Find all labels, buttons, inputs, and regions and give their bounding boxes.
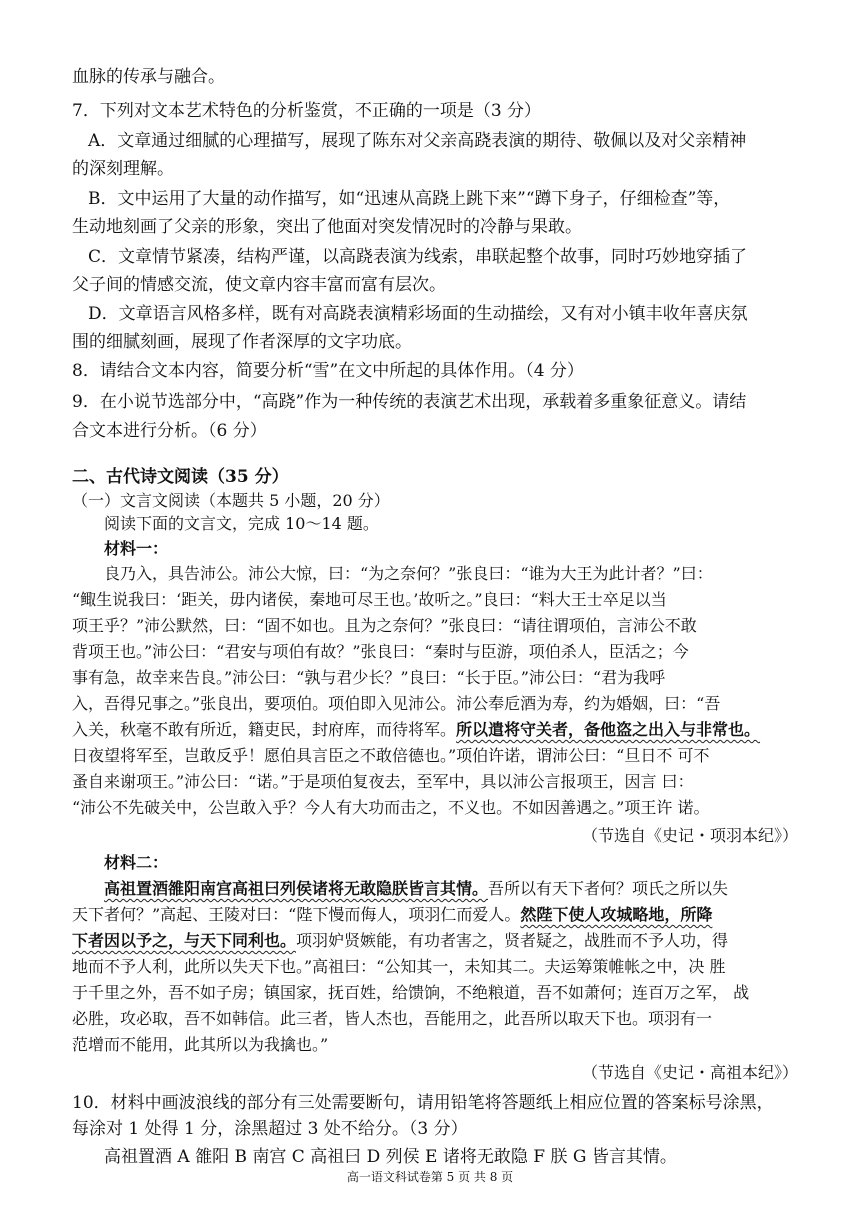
- material-2-source: （节选自《史记・高祖本纪》）: [581, 1063, 798, 1082]
- q7-option-c-cont: 父子间的情感交流，使文章内容丰富而富有层次。: [72, 275, 446, 295]
- q7-option-b: B．文中运用了大量的动作描写，如“迅速从高跷上跳下来”“蹲下身子，仔细检查”等，: [88, 189, 731, 209]
- q9-cont: 合文本进行分析。（6 分）: [72, 421, 267, 441]
- q10: 10．材料中画波浪线的部分有三处需要断句，请用铅笔将答题纸上相应位置的答案标号涂黑，: [72, 1093, 774, 1113]
- material-2-line: 必胜，攻必取，吾不如韩信。此三者，皆人杰也，吾能用之，此吾所以取天下也。项羽有一: [72, 1009, 713, 1028]
- material-2-line: 于千里之外，吾不如子房；镇国家，抚百姓，给馈饷，不绝粮道，吾不如萧何；连百万之军， 战: [72, 983, 750, 1002]
- material-1-label: 材料一：: [104, 539, 169, 558]
- q9: 9．在小说节选部分中，“高跷”作为一种传统的表演艺术出现，承载着多重象征意义。请结: [72, 392, 747, 412]
- material-1-source: （节选自《史记・项羽本纪》）: [581, 826, 798, 845]
- material-2-text: 天下者何？”高起、王陵对曰：“陛下慢而侮人，项羽仁而爱人。: [72, 905, 521, 924]
- material-1-text: 入关，秋毫不敢有所近，籍吏民，封府库，而待将军。: [72, 720, 457, 739]
- q7-stem: 7．下列对文本艺术特色的分析鉴赏，不正确的一项是（3 分）: [72, 101, 542, 121]
- q7-option-c: C．文章情节紧凑，结构严谨，以高跷表演为线索，串联起整个故事，同时巧妙地穿插了: [88, 247, 748, 267]
- material-2-line: [104, 878, 728, 900]
- material-2-line: 地而不予人利，此所以失天下也。”高祖曰：“公知其一，未知其二。夫运筹策帷帐之中，决 胜: [72, 957, 726, 976]
- material-1-line: 项王乎？”沛公默然，曰：“固不如也。且为之奈何？”张良曰：“请往谓项伯，言沛公不敢: [72, 616, 697, 635]
- material-1-line: 良乃入，具告沛公。沛公大惊，曰：“为之奈何？”张良曰：“谁为大王为此计者？”曰：: [104, 564, 713, 583]
- material-2-wavy-text: 高祖置酒雒阳南宫高祖曰列侯诸将无敢隐朕皆言其情。: [104, 879, 489, 898]
- section-instruction: 阅读下面的文言文，完成 10～14 题。: [104, 514, 379, 533]
- q6-tail: 血脉的传承与融合。: [72, 67, 225, 87]
- material-1-line: 日夜望将军至，岂敢反乎！愿伯具言臣之不敢倍德也。”项伯许诺，谓沛公曰：“旦日不 可不: [72, 746, 710, 765]
- material-2-wavy-text: 然陛下使人攻城略地，所降: [520, 905, 713, 924]
- q8: 8．请结合文本内容，简要分析“雪”在文中所起的具体作用。（4 分）: [72, 361, 584, 381]
- q7-option-a: A．文章通过细腻的心理描写，展现了陈东对父亲高跷表演的期待、敬佩以及对父亲精神: [88, 131, 747, 151]
- section-subtitle: （一）文言文阅读（本题共 5 小题，20 分）: [72, 491, 390, 510]
- material-1-line: [72, 719, 760, 741]
- material-2-line: [72, 904, 712, 926]
- material-1-line: 蚤自来谢项王。”沛公曰：“诺。”于是项伯复夜去，至军中，具以沛公言报项王，因言 曰：: [72, 772, 694, 791]
- section-title: 二、古代诗文阅读（35 分）: [72, 467, 289, 487]
- page-footer: 高一语文科试卷第 5 页 共 8 页: [346, 1170, 514, 1184]
- q7-option-d: D．文章语言风格多样，既有对高跷表演精彩场面的生动描绘，又有对小镇丰收年喜庆氛: [88, 304, 748, 324]
- q10-answer-options: 高祖置酒 A 雒阳 B 南宫 C 高祖曰 D 列侯 E 诸将无敢隐 F 朕 G 皆言其情。: [104, 1147, 677, 1167]
- q7-option-a-cont: 的深刻理解。: [72, 159, 174, 179]
- material-1-line: 事有急，故幸来告良。”沛公曰：“孰与君少长？”良曰：“长于臣。”沛公曰：“君为我呼: [72, 668, 666, 687]
- material-2-label: 材料二：: [104, 853, 169, 872]
- material-2-line: [72, 930, 728, 952]
- q7-option-b-cont: 生动地刻画了父亲的形象，突出了他面对突发情况时的冷静与果敢。: [72, 217, 582, 237]
- material-1-line: 入，吾得兄事之。”张良出，要项伯。项伯即入见沛公。沛公奉卮酒为寿，约为婚姻，曰：“吾: [72, 694, 721, 713]
- material-1-line: “鲰生说我曰：‘距关，毋内诸侯，秦地可尽王也。’故听之。”良曰：“料大王士卒足以当: [72, 590, 667, 609]
- material-1-line: “沛公不先破关中，公岂敢入乎？今人有大功而击之，不义也。不如因善遇之。”项王许 诺。: [72, 798, 710, 817]
- q7-option-d-cont: 围的细腻刻画，展现了作者深厚的文字功底。: [72, 332, 412, 352]
- q10-cont: 每涂对 1 处得 1 分，涂黑超过 3 处不给分。（3 分）: [72, 1119, 468, 1139]
- material-1-line: 背项王也。”沛公曰：“君安与项伯有故？”张良曰：“秦时与臣游，项伯杀人，臣活之；今: [72, 642, 689, 661]
- material-2-wavy-text: 下者因以予之，与天下同利也。: [72, 931, 297, 950]
- material-2-text: 项羽妒贤嫉能，有功者害之，贤者疑之，战胜而不予人功，得: [296, 931, 729, 950]
- material-2-line: 范增而不能用，此其所以为我擒也。”: [72, 1035, 329, 1054]
- material-2-text: 吾所以有天下者何？项氏之所以失: [488, 879, 729, 898]
- material-1-wavy-text: 所以遣将守关者，备他盗之出入与非常也。: [456, 720, 761, 739]
